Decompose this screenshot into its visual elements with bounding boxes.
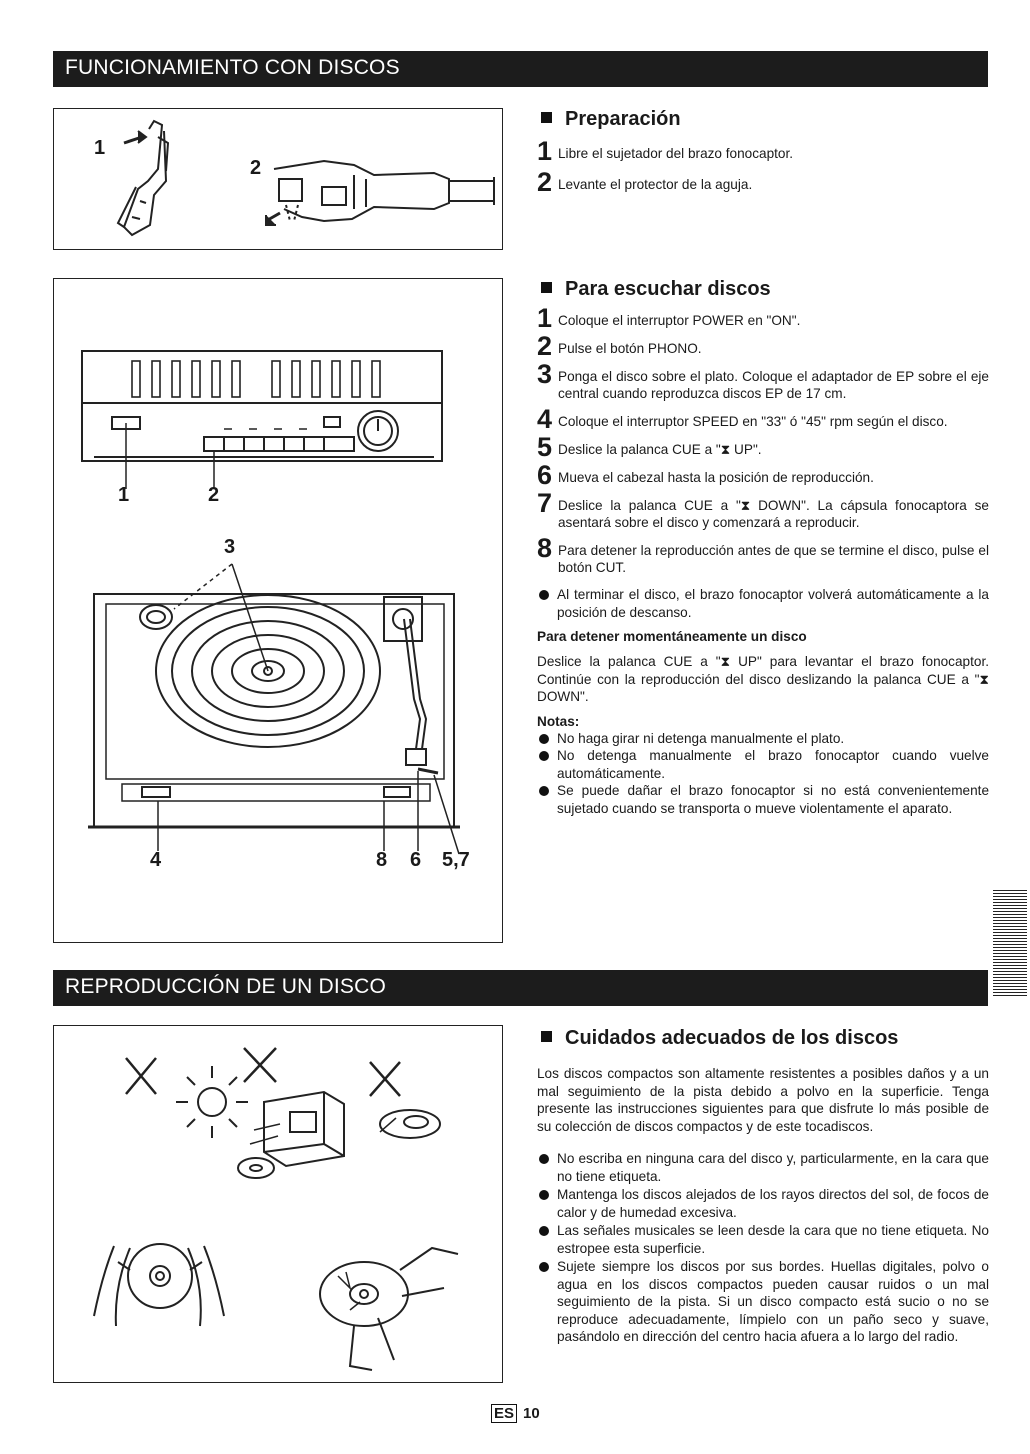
pause-paragraph: Deslice la palanca CUE a "⧗ UP" para levantar el brazo fonocaptor. Continúe con la reproducción del disco deslizando la palanca CUE a "⧗ DOWN". <box>537 654 989 704</box>
step-item: 3 Ponga el disco sobre el plato. Coloque el adaptador de EP sobre el eje central cuando reproduzca discos EP de 17 cm. <box>537 359 989 401</box>
bullet-icon <box>539 590 549 600</box>
section-header-operation <box>53 51 988 87</box>
step-item: 2 Pulse el botón PHONO. <box>537 331 702 361</box>
pause-subheading: Para detener momentáneamente un disco <box>537 629 807 644</box>
list-item: Al terminar el disco, el brazo fonocaptor volverá automáticamente a la posición de descanso. <box>537 586 989 621</box>
language-badge: ES <box>491 1404 517 1423</box>
list-item: Mantenga los discos alejados de los rayos directos del sol, de focos de calor y de humedad excesiva. <box>537 1186 989 1221</box>
square-bullet-icon <box>541 282 552 293</box>
notes-heading: Notas: <box>537 713 580 729</box>
care-heading: Cuidados adecuados de los discos <box>541 1027 898 1050</box>
bullet-icon <box>539 1262 549 1272</box>
square-bullet-icon <box>541 1031 552 1042</box>
page-number: ES 10 <box>491 1404 540 1423</box>
figure-label: 6 <box>410 849 422 871</box>
step-item: 5 Deslice la palanca CUE a "⧗ UP". <box>537 432 762 462</box>
step-item: 1 Libre el sujetador del brazo fonocaptor. <box>537 136 794 166</box>
disc-care-figure <box>53 1025 503 1383</box>
figure-label: 1 <box>118 484 130 506</box>
bullet-icon <box>539 786 549 796</box>
list-item: Las señales musicales se leen desde la cara que no tiene etiqueta. No estropee esta superficie. <box>537 1222 989 1257</box>
figure-label: 5,7 <box>442 849 470 871</box>
figure-label: 8 <box>376 849 388 871</box>
list-item: No haga girar ni detenga manualmente el plato. <box>537 730 989 748</box>
bullet-icon <box>539 734 549 744</box>
figure-label: 2 <box>208 484 220 506</box>
listen-steps <box>537 303 989 817</box>
disc-care-illustration <box>54 1026 502 1382</box>
step-item: 2 Levante el protector de la aguja. <box>537 167 753 197</box>
care-intro: Los discos compactos son altamente resistentes a posibles daños y a un mal seguimiento de la pista debido a polvo en la superficie. Tenga presente las instrucciones siguientes para que disfrute lo más posible de su colección de discos compactos y de este tocadiscos. <box>537 1066 989 1134</box>
step-item: 4 Coloque el interruptor SPEED en "33" ó "45" rpm según el disco. <box>537 404 948 434</box>
step-item: 7 Deslice la palanca CUE a "⧗ DOWN". La cápsula fonocaptora se asentará sobre el disco y comenzará a reproducir. <box>537 488 989 530</box>
section-title: FUNCIONAMIENTO CON DISCOS <box>65 56 400 79</box>
list-item: Sujete siempre los discos por sus bordes. Huellas digitales, polvo o agua en los discos compactos pueden causar ruidos o un mal seguimiento de la pista. Si un disco compacto está sucio o no se reproduce adecuadamente, límpielo con un paño seco y suave, pasándolo en dirección del centro hacia afuera a lo largo del radio. <box>537 1258 989 1346</box>
listen-heading: Para escuchar discos <box>541 278 771 301</box>
step-item: 6 Mueva el cabezal hasta la posición de reproducción. <box>537 460 874 490</box>
bullet-icon <box>539 1154 549 1164</box>
section-title: REPRODUCCIÓN DE UN DISCO <box>65 975 386 998</box>
preparation-figure <box>53 108 503 250</box>
bullet-icon <box>539 751 549 761</box>
list-item: No escriba en ninguna cara del disco y, particularmente, en la cara que no tiene etiqueta. <box>537 1150 989 1185</box>
edge-tab-marker <box>993 890 1027 1002</box>
figure-label: 1 <box>94 137 106 159</box>
square-bullet-icon <box>541 112 552 123</box>
tonearm-illustration <box>54 109 502 249</box>
step-item: 1 Coloque el interruptor POWER en "ON". <box>537 303 801 333</box>
section-header-disc <box>53 970 988 1006</box>
list-item: Se puede dañar el brazo fonocaptor si no está convenientemente sujetado cuando se transporta o mueve violentamente el aparato. <box>537 782 989 817</box>
preparation-steps <box>537 136 989 197</box>
turntable-figure <box>53 278 503 943</box>
step-item: 8 Para detener la reproducción antes de que se termine el disco, pulse el botón CUT. <box>537 533 989 575</box>
turntable-illustration <box>54 279 502 942</box>
bullet-icon <box>539 1226 549 1236</box>
figure-label: 3 <box>224 536 236 558</box>
care-content <box>537 1065 989 1346</box>
figure-label: 4 <box>150 849 162 871</box>
bullet-icon <box>539 1190 549 1200</box>
list-item: No detenga manualmente el brazo fonocaptor cuando vuelve automáticamente. <box>537 747 989 782</box>
figure-label: 2 <box>250 157 262 179</box>
preparation-heading: Preparación <box>541 108 681 131</box>
